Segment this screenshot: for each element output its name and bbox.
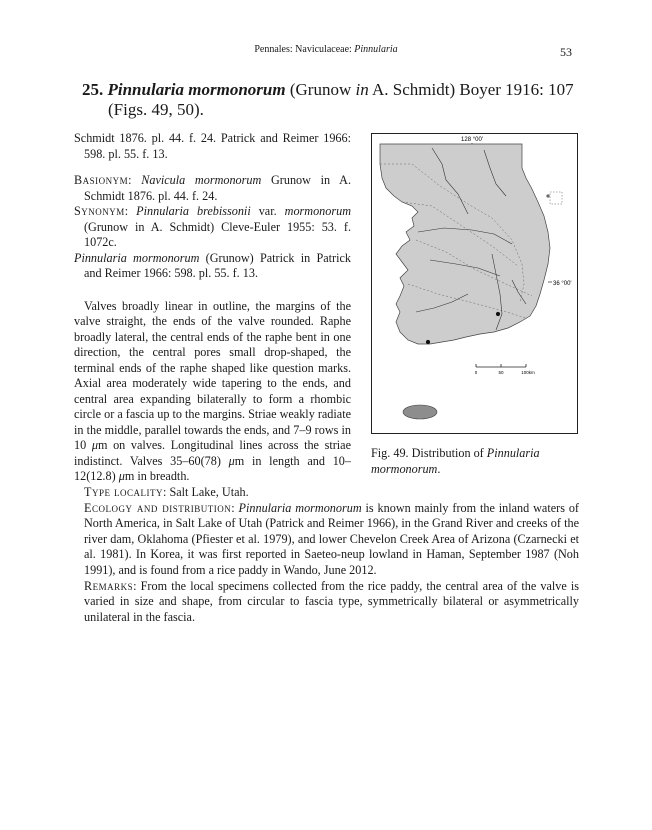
synonym: Synonym: Pinnularia brebissonii var. mormonorum (Grunow in A. Schmidt) Cleve-Euler 1955: 53. f. 1072c. (74, 204, 351, 249)
species-number: 25. (82, 80, 104, 99)
svg-text:50: 50 (498, 370, 504, 375)
basionym-label: Basionym (74, 173, 129, 187)
longitude-label: 128 °00' (461, 137, 483, 143)
distribution-map (371, 133, 578, 434)
latitude-label: 36 °00' (553, 281, 572, 287)
reference-3 (74, 251, 351, 282)
remarks: Remarks: From the local specimens collected from the rice paddy, the central area of the valve is varied in size and shape, from circular to fascia type, symmetrically bilateral or asymmetrically unilateral in the fascia. (84, 578, 579, 624)
svg-text:0: 0 (474, 370, 478, 375)
synonym-name: Pinnularia brebissonii (136, 204, 251, 218)
running-head-genus: Pinnularia (354, 44, 398, 55)
author-in: in (355, 80, 369, 99)
author-post: A. Schmidt) Boyer 1916: 107 (368, 80, 574, 99)
reference-3-name: Pinnularia mormonorum (74, 250, 200, 265)
jeju-island (403, 405, 437, 419)
left-column (74, 131, 351, 485)
distribution-point (496, 312, 500, 316)
basionym-name: Navicula mormonorum (141, 173, 262, 187)
author-pre: (Grunow (285, 80, 356, 99)
peninsula-shape (380, 144, 550, 344)
figure-references: (Figs. 49, 50). (108, 100, 204, 119)
basionym-text: Grunow in A. Schmidt 1876. pl. 44. f. 24. (84, 173, 351, 203)
synonym-var: var. (250, 204, 285, 218)
description: Valves broadly linear in outline, the margins of the valve straight, the ends of the valve rounded. Raphe broadly lateral, the central ends of the raphe bent in one direction, the central pores small drop-shaped, the terminal ends of the raphe shaped like question marks. Axial area moderately wide tapering to the ends, and central area expanding bilaterally to form a rhombic circle or a fascia up to the margins. Striae weakly radiate in the middle, parallel towards the ends, and 7–9 rows in 10 μm on valves. Longitudinal lines across the striae indistinct. Valves 35–60(78) μm in length and 10–12(12.8) μm in breadth. (74, 298, 351, 483)
korea-map-graphic (372, 134, 577, 433)
ecology-distribution: Ecology and distribution: Pinnularia mormonorum is known mainly from the inland waters of North America, in Salt Lake of Utah (Patrick and Reimer 1966), in the Grand River and creeks of the river dam, Oklahoma (Pfiester et al. 1979), and lower Chevelon Creek Area of Arizona (Czarnecki et al. 1981). In Korea, it was first reported in Saeteo-neup lowland in Haman, September 1987 (Noh 1991), and is found from a rice paddy in Wando, June 2012. (84, 500, 579, 577)
synonym-label: Synonym (74, 204, 125, 218)
distribution-point (426, 340, 430, 344)
figure-caption: Fig. 49. Distribution of Pinnularia mormonorum. (371, 446, 540, 476)
reference-3-text: (Grunow) Patrick in Patrick and Reimer 1966: 598. pl. 55. f. 13. (84, 250, 351, 280)
basionym: Basionym: Navicula mormonorum Grunow in A. Schmidt 1876. pl. 44. f. 24. (74, 173, 351, 203)
reference-1: Schmidt 1876. pl. 44. f. 24. Patrick and Reimer 1966: 598. pl. 55. f. 13. (74, 131, 351, 161)
synonym-text: (Grunow in A. Schmidt) Cleve-Euler 1955: 53. f. 1072c. (84, 219, 351, 249)
running-head-prefix: Pennales: Naviculaceae: (254, 44, 355, 55)
svg-text:100km: 100km (521, 370, 535, 375)
running-head (0, 44, 652, 55)
bottom-text (74, 485, 579, 625)
type-locality: Type locality: Salt Lake, Utah. (84, 485, 249, 499)
page-number: 53 (560, 45, 572, 59)
synonym-var-name: mormonorum (284, 204, 351, 218)
species-name: Pinnularia mormonorum (107, 80, 286, 99)
species-heading (82, 80, 582, 120)
